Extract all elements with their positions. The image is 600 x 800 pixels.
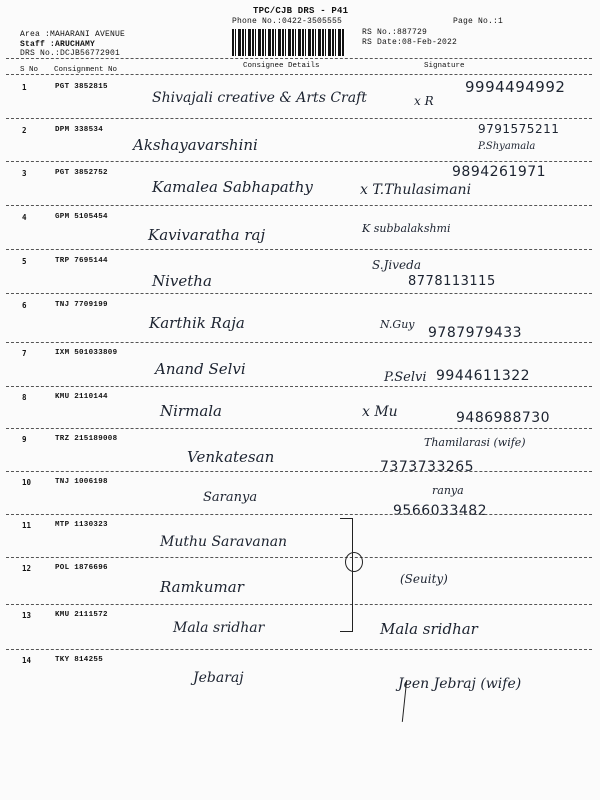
consignee-name: Akshayavarshini: [133, 136, 258, 154]
signature: ranya: [432, 484, 464, 497]
recipient-phone: 9791575211: [478, 122, 560, 136]
row-sno: 13: [22, 611, 32, 620]
circled-mark: [345, 552, 363, 572]
consignee-name: Kavivaratha raj: [148, 226, 266, 244]
consignee-name: Shivajali creative & Arts Craft: [152, 90, 367, 106]
signature: Jeen Jebraj (wife): [398, 676, 522, 692]
row-divider: [6, 514, 592, 515]
row-divider: [6, 161, 592, 162]
row-divider: [6, 428, 592, 429]
signature: (Seuity): [400, 572, 448, 586]
consignment-number: TNJ 1006198: [55, 478, 108, 486]
col-signature: Signature: [424, 62, 465, 70]
row-sno: 5: [22, 257, 27, 266]
consignment-number: TRP 7695144: [55, 257, 108, 265]
header-divider-bottom: [6, 74, 592, 75]
row-sno: 4: [22, 213, 27, 222]
page-number: Page No.:1: [453, 17, 504, 26]
row-sno: 6: [22, 301, 27, 310]
consignee-name: Nirmala: [160, 402, 222, 420]
consignment-number: TKY 814255: [55, 656, 104, 664]
row-sno: 14: [22, 656, 32, 665]
signature: x T.Thulasimani: [360, 182, 472, 198]
row-divider: [6, 386, 592, 387]
row-sno: 7: [22, 349, 27, 358]
row-divider: [6, 557, 592, 558]
consignee-name: Muthu Saravanan: [160, 534, 288, 550]
consignee-name: Anand Selvi: [155, 360, 246, 378]
consignee-name: Venkatesan: [187, 448, 275, 466]
header-divider: [6, 58, 592, 59]
consignment-number: TNJ 7709199: [55, 301, 108, 309]
recipient-phone: 9486988730: [456, 410, 551, 426]
recipient-phone: 9894261971: [452, 164, 547, 180]
consignment-number: MTP 1130323: [55, 521, 108, 529]
consignment-number: PGT 3852815: [55, 83, 108, 91]
row-divider: [6, 649, 592, 650]
consignee-name: Mala sridhar: [173, 620, 265, 636]
signature: Mala sridhar: [380, 620, 478, 638]
recipient-phone: 7373733265: [380, 459, 475, 475]
recipient-phone: 9566033482: [393, 503, 488, 519]
recipient-phone: 9944611322: [436, 368, 531, 384]
staff-label: Staff :ARUCHAMY: [20, 40, 96, 49]
consignment-number: KMU 2111572: [55, 611, 108, 619]
signature: N.Guy: [380, 318, 415, 331]
grouping-bracket: [340, 518, 353, 632]
row-divider: [6, 604, 592, 605]
col-consignment: Consignment No: [54, 66, 118, 74]
consignee-name: Jebaraj: [193, 670, 244, 686]
signature: P.Shyamala: [478, 141, 536, 152]
consignment-number: PGT 3852752: [55, 169, 108, 177]
row-divider: [6, 118, 592, 119]
col-sno: S No: [20, 66, 39, 74]
consignee-name: Kamalea Sabhapathy: [152, 178, 313, 196]
consignment-number: IXM 501033809: [55, 349, 118, 357]
signature: x Mu: [362, 404, 398, 420]
consignee-name: Karthik Raja: [149, 314, 245, 332]
consignment-number: DPM 338534: [55, 126, 104, 134]
consignee-name: Ramkumar: [160, 578, 244, 596]
row-sno: 9: [22, 435, 27, 444]
phone-number: Phone No.:0422-3505555: [232, 17, 343, 26]
row-sno: 12: [22, 564, 32, 573]
consignee-name: Nivetha: [152, 272, 212, 290]
signature: K subbalakshmi: [362, 222, 451, 235]
consignee-name: Saranya: [203, 490, 258, 505]
signature: x R: [414, 94, 434, 108]
barcode: [232, 29, 345, 56]
area-label: Area :MAHARANI AVENUE: [20, 30, 126, 39]
row-sno: 3: [22, 169, 27, 178]
document-title: TPC/CJB DRS - P41: [253, 6, 349, 16]
consignment-number: POL 1876696: [55, 564, 108, 572]
consignment-number: TRZ 215189008: [55, 435, 118, 443]
row-sno: 11: [22, 521, 32, 530]
row-sno: 1: [22, 83, 27, 92]
recipient-phone: 9994494992: [465, 78, 566, 96]
row-sno: 2: [22, 126, 27, 135]
col-consignee: Consignee Details: [243, 62, 320, 70]
consignment-number: GPM 5105454: [55, 213, 108, 221]
signature: P.Selvi: [384, 370, 427, 385]
row-divider: [6, 342, 592, 343]
signature: S.Jiveda: [372, 258, 421, 272]
recipient-phone: 8778113115: [408, 274, 496, 289]
row-divider: [6, 205, 592, 206]
recipient-phone: 9787979433: [428, 325, 523, 341]
rs-date: RS Date:08-Feb-2022: [362, 38, 458, 47]
consignment-number: KMU 2110144: [55, 393, 108, 401]
row-sno: 10: [22, 478, 32, 487]
drs-number: DRS No.:DCJB56772901: [20, 49, 121, 58]
row-divider: [6, 249, 592, 250]
row-divider: [6, 471, 592, 472]
row-divider: [6, 293, 592, 294]
rs-number: RS No.:887729: [362, 28, 428, 37]
signature: Thamilarasi (wife): [424, 436, 526, 449]
row-sno: 8: [22, 393, 27, 402]
